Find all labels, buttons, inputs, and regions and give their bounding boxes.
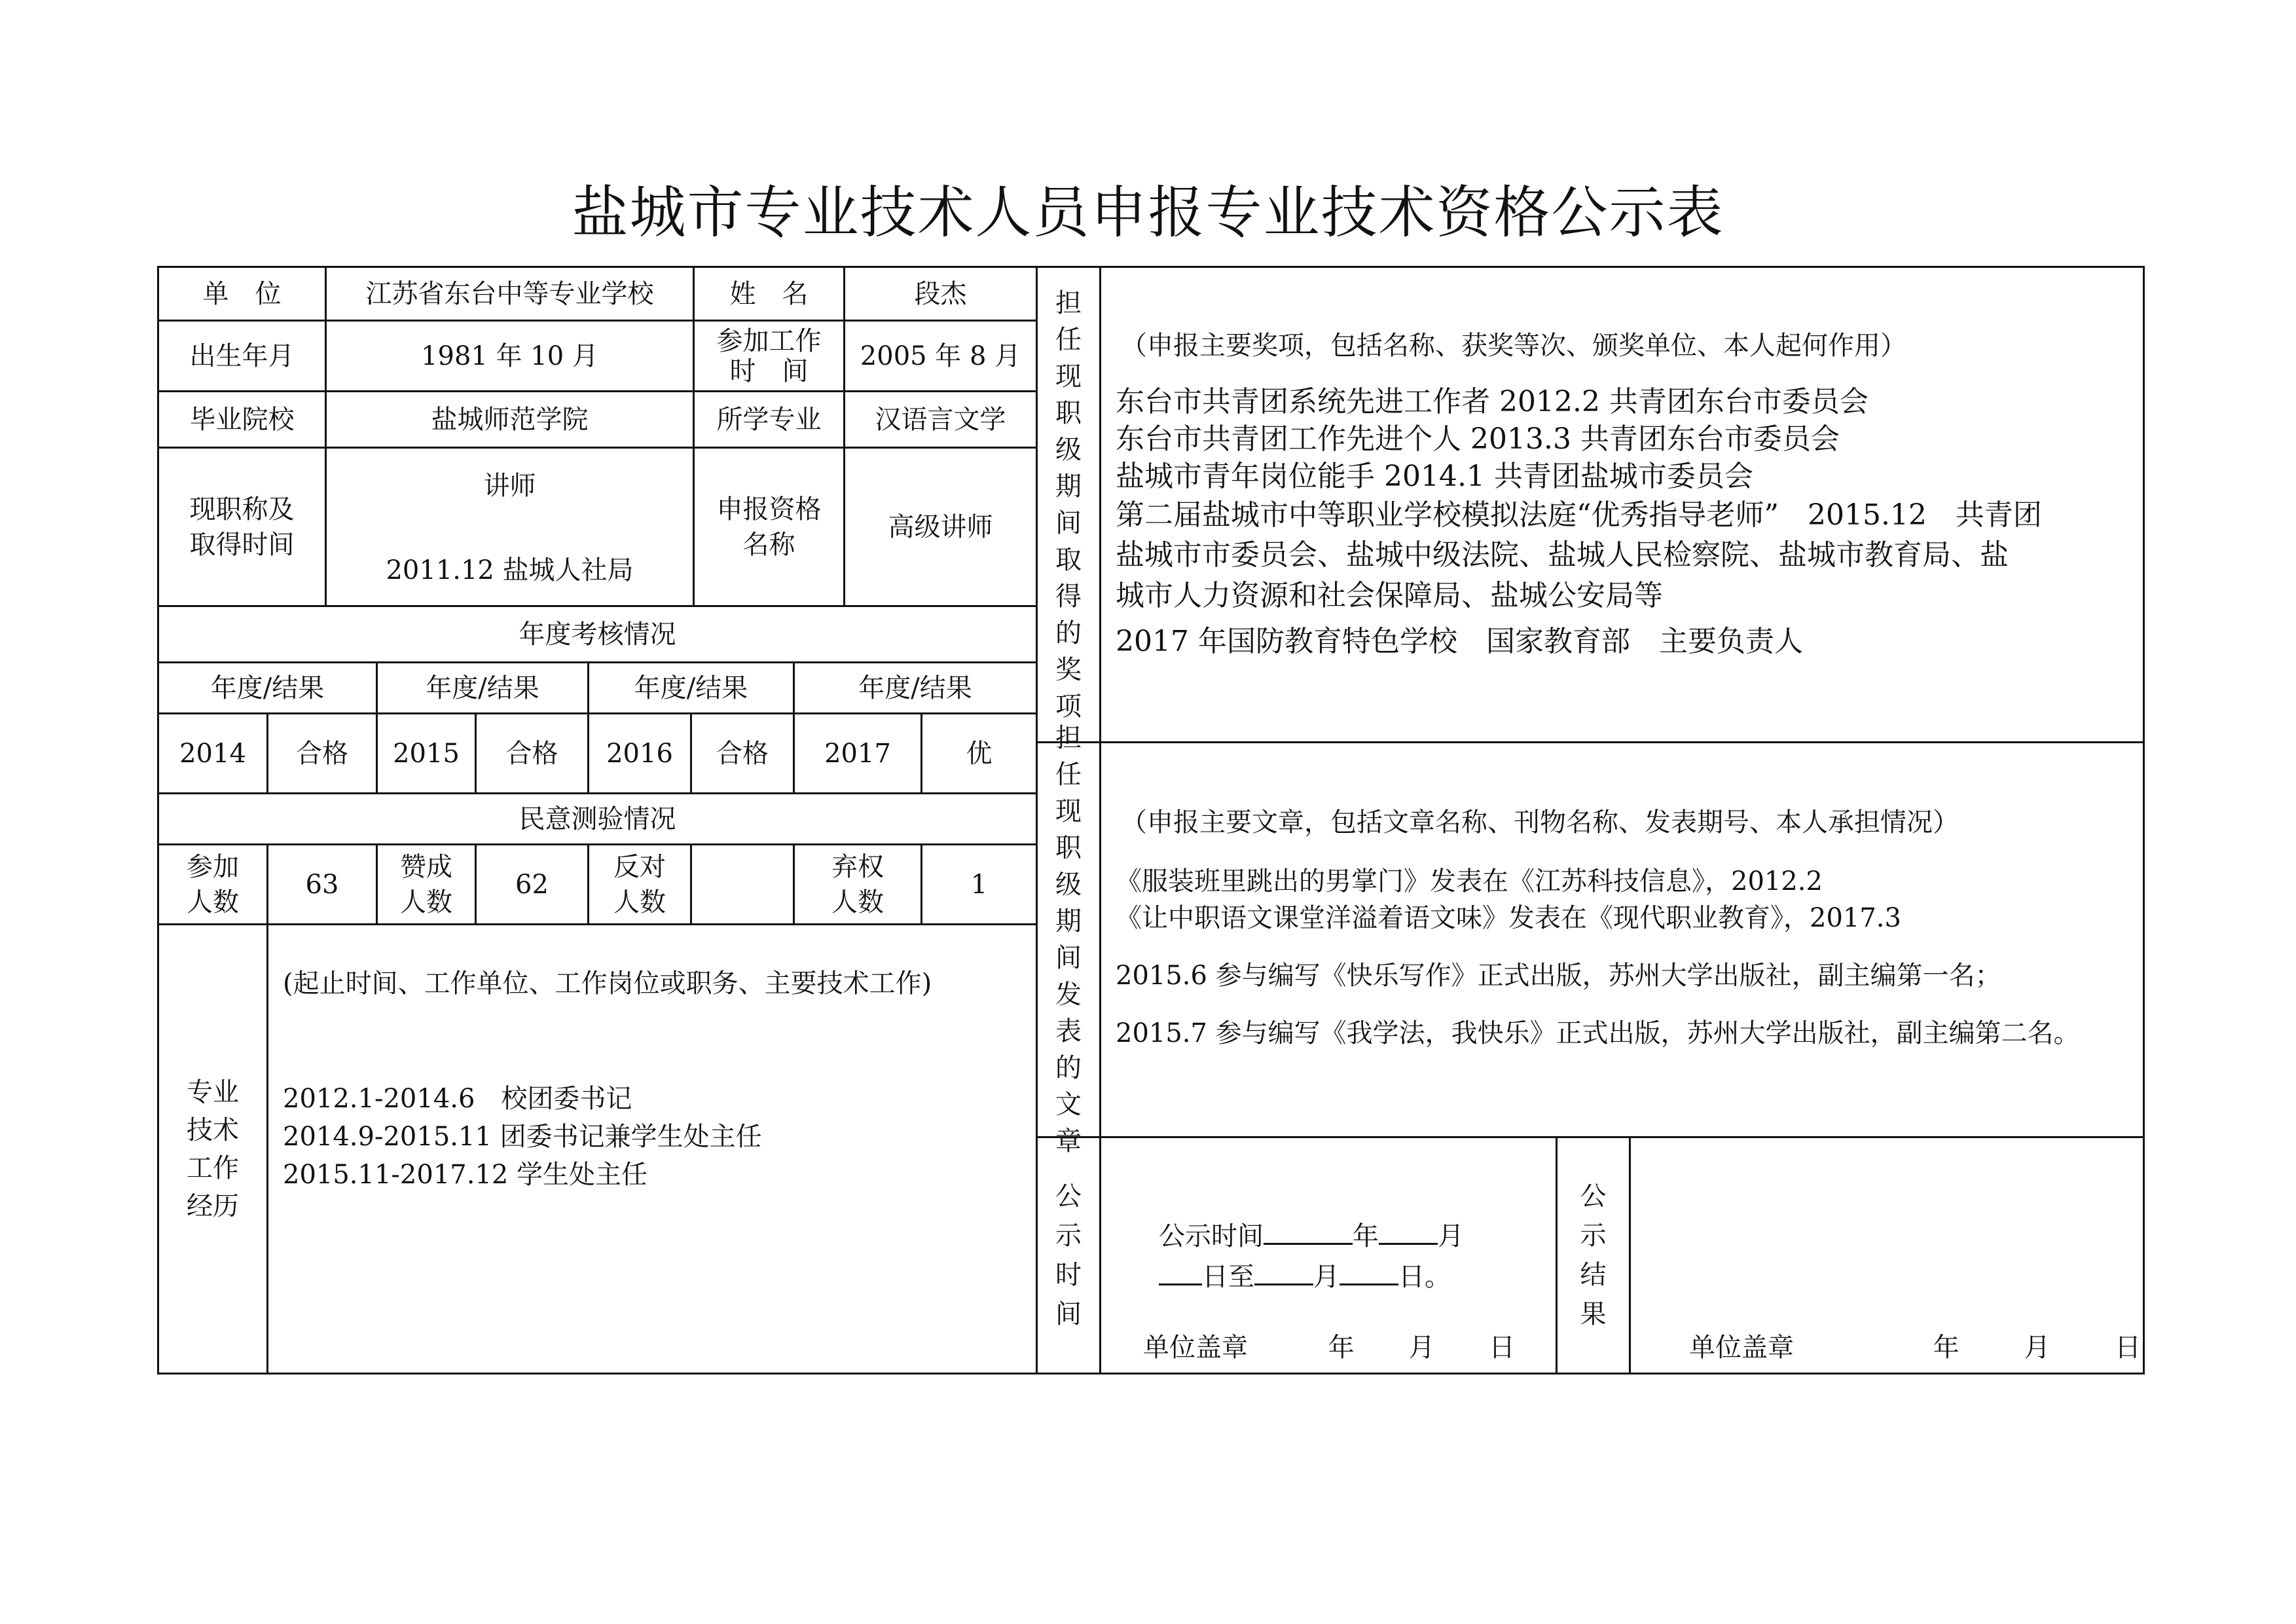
publicity-day-to: 日至 bbox=[1202, 1262, 1254, 1292]
award-line: 东台市共青团工作先进个人 2013.3 共青团东台市委员会 bbox=[1116, 422, 1840, 456]
stamp-year: 年 bbox=[1328, 1333, 1355, 1363]
current-title-label bbox=[159, 449, 325, 605]
oppose-value bbox=[692, 845, 793, 923]
name-value: 段杰 bbox=[914, 278, 967, 309]
award-line: 东台市共青团系统先进工作者 2012.2 共青团东台市委员会 bbox=[1116, 385, 1868, 418]
work-start-value: 2005 年 8 月 bbox=[860, 341, 1021, 371]
annual-year: 2014 bbox=[179, 738, 246, 769]
article-line: 《让中职语文课堂洋溢着语文味》发表在《现代职业教育》，2017.3 bbox=[1116, 903, 1901, 933]
school-value: 盐城师范学院 bbox=[431, 404, 589, 435]
approve-label bbox=[378, 845, 475, 923]
blank-day bbox=[1159, 1257, 1202, 1285]
year-result-header: 年度/结果 bbox=[858, 673, 972, 703]
name-label: 姓 名 bbox=[729, 278, 809, 309]
experience-item: 2015.11-2017.12 学生处主任 bbox=[283, 1160, 648, 1190]
annual-year: 2017 bbox=[824, 738, 891, 769]
result-stamp-line bbox=[1689, 1329, 2141, 1366]
award-line: 盐城市青年岗位能手 2014.1 共青团盐城市委员会 bbox=[1116, 460, 1753, 493]
major-label: 所学专业 bbox=[716, 404, 822, 435]
oppose-label-line1: 反对 bbox=[613, 851, 666, 882]
year-result-header: 年度/结果 bbox=[634, 673, 748, 703]
year-result-header: 年度/结果 bbox=[426, 673, 539, 703]
abstain-label-line2: 人数 bbox=[831, 887, 884, 917]
poll-heading: 民意测验情况 bbox=[519, 803, 676, 834]
awards-side-label bbox=[1038, 268, 1099, 741]
publicity-stamp-line bbox=[1143, 1329, 1515, 1366]
publicity-time-side-label bbox=[1038, 1138, 1099, 1373]
publicity-month-text: 月 bbox=[1438, 1221, 1464, 1251]
blank-month bbox=[1379, 1217, 1438, 1245]
publicity-time-side-text: 公示时间 bbox=[1055, 1181, 1082, 1329]
stamp-day: 日 bbox=[1489, 1333, 1516, 1363]
experience-item: 2014.9-2015.11 团委书记兼学生处主任 bbox=[283, 1122, 762, 1152]
grid-line bbox=[1629, 1136, 1631, 1375]
abstain-value: 1 bbox=[970, 869, 988, 900]
stamp-label: 单位盖章 bbox=[1143, 1333, 1248, 1363]
current-title-label-line2: 取得时间 bbox=[189, 529, 295, 560]
annual-result: 优 bbox=[966, 738, 993, 769]
blank-year bbox=[1264, 1217, 1353, 1245]
result-stamp-day: 日 bbox=[2115, 1333, 2141, 1363]
publicity-result-side-text: 公示结果 bbox=[1580, 1181, 1607, 1329]
annual-year: 2016 bbox=[606, 738, 673, 769]
award-line: 第二届盐城市中等职业学校模拟法庭“优秀指导老师” 2015.12 共青团 bbox=[1116, 498, 2042, 532]
blank-day2 bbox=[1339, 1257, 1398, 1285]
experience-label-text: 专业技术工作经历 bbox=[187, 1077, 239, 1221]
annual-result: 合格 bbox=[505, 738, 558, 769]
award-line: 2017 年国防教育特色学校 国家教育部 主要负责人 bbox=[1116, 625, 1803, 658]
participants-label-line1: 参加 bbox=[187, 851, 239, 882]
birth-label: 出生年月 bbox=[189, 341, 295, 371]
work-start-label-line2: 时 间 bbox=[729, 356, 809, 386]
result-stamp-year: 年 bbox=[1933, 1333, 1959, 1363]
participants-value: 63 bbox=[305, 869, 339, 900]
work-start-label-line1: 参加工作 bbox=[716, 325, 822, 356]
grid-line bbox=[1099, 266, 1101, 1375]
apply-title-label-line2: 名称 bbox=[742, 529, 795, 560]
participants-label bbox=[159, 845, 266, 923]
oppose-label bbox=[589, 845, 690, 923]
experience-item: 2012.1-2014.6 校团委书记 bbox=[283, 1084, 632, 1114]
current-title-value bbox=[327, 449, 693, 605]
publicity-day-end: 日。 bbox=[1398, 1262, 1451, 1292]
unit-label: 单 位 bbox=[202, 278, 282, 309]
blank-month2 bbox=[1254, 1257, 1313, 1285]
annual-year: 2015 bbox=[393, 738, 460, 769]
award-line: 城市人力资源和社会保障局、盐城公安局等 bbox=[1116, 579, 1663, 612]
publicity-year-text: 年 bbox=[1353, 1221, 1379, 1251]
awards-side-label-text: 担任现职级期间取得的奖项 bbox=[1055, 287, 1082, 722]
work-start-label bbox=[695, 322, 843, 390]
article-line: 2015.7 参与编写《我学法，我快乐》正式出版，苏州大学出版社，副主编第二名。 bbox=[1116, 1018, 2080, 1048]
apply-title-label bbox=[695, 449, 843, 605]
article-line: 2015.6 参与编写《快乐写作》正式出版，苏州大学出版社，副主编第一名； bbox=[1116, 961, 2001, 991]
publicity-result-side-label bbox=[1558, 1138, 1629, 1373]
school-label: 毕业院校 bbox=[189, 404, 295, 435]
annual-review-heading: 年度考核情况 bbox=[519, 619, 676, 650]
annual-result: 合格 bbox=[296, 738, 348, 769]
publicity-period-line2 bbox=[1159, 1257, 1451, 1295]
experience-label bbox=[159, 925, 266, 1373]
abstain-label-line1: 弃权 bbox=[831, 851, 884, 882]
approve-value: 62 bbox=[515, 869, 549, 900]
unit-value: 江苏省东台中等专业学校 bbox=[365, 278, 654, 309]
participants-label-line2: 人数 bbox=[187, 887, 239, 917]
award-line: 盐城市市委员会、盐城中级法院、盐城人民检察院、盐城市教育局、盐 bbox=[1116, 538, 2009, 572]
approve-label-line2: 人数 bbox=[400, 887, 452, 917]
article-line: 《服装班里跳出的男掌门》发表在《江苏科技信息》，2012.2 bbox=[1116, 866, 1823, 896]
page-title: 盐城市专业技术人员申报专业技术资格公示表 bbox=[572, 180, 1724, 246]
experience-hint: (起止时间、工作单位、工作岗位或职务、主要技术工作) bbox=[283, 969, 932, 999]
current-title: 讲师 bbox=[483, 471, 536, 501]
current-title-label-line1: 现职称及 bbox=[189, 494, 295, 525]
birth-value: 1981 年 10 月 bbox=[421, 341, 598, 371]
articles-hint: （申报主要文章，包括文章名称、刊物名称、发表期号、本人承担情况） bbox=[1121, 807, 1959, 838]
apply-title-value: 高级讲师 bbox=[888, 511, 993, 542]
oppose-label-line2: 人数 bbox=[613, 887, 666, 917]
awards-hint: （申报主要奖项，包括名称、获奖等次、颁奖单位、本人起何作用） bbox=[1121, 331, 1906, 361]
articles-side-label bbox=[1038, 723, 1099, 1156]
table-border-bottom bbox=[157, 1373, 2145, 1375]
articles-side-label-text: 担任现职级期间发表的文章 bbox=[1055, 723, 1082, 1156]
result-stamp-month: 月 bbox=[2024, 1333, 2050, 1363]
publicity-period-line1 bbox=[1159, 1217, 1464, 1255]
apply-title-label-line1: 申报资格 bbox=[716, 494, 822, 525]
current-title-time: 2011.12 盐城人社局 bbox=[386, 555, 634, 585]
grid-line bbox=[157, 923, 1038, 925]
publicity-time-prefix: 公示时间 bbox=[1159, 1221, 1264, 1251]
grid-line bbox=[1036, 741, 2145, 743]
approve-label-line1: 赞成 bbox=[400, 851, 452, 882]
annual-result: 合格 bbox=[716, 738, 769, 769]
table-border-right bbox=[2143, 266, 2145, 1375]
result-stamp-label: 单位盖章 bbox=[1689, 1333, 1794, 1363]
year-result-header: 年度/结果 bbox=[210, 673, 325, 703]
major-value: 汉语言文学 bbox=[875, 404, 1006, 435]
publicity-month-text2: 月 bbox=[1313, 1262, 1339, 1292]
abstain-label bbox=[795, 845, 920, 923]
stamp-month: 月 bbox=[1408, 1333, 1435, 1363]
